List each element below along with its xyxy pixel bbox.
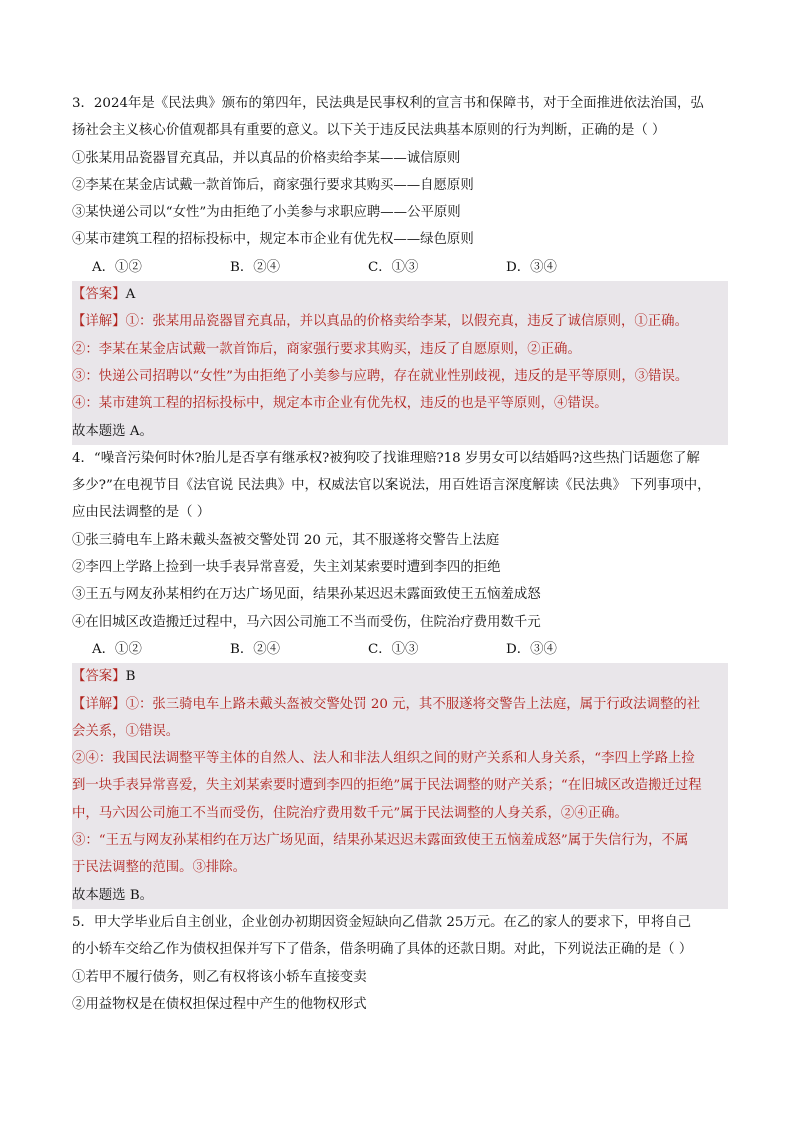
answer-value: A <box>125 287 136 303</box>
question-3-item-4: ④某市建筑工程的招标投标中，规定本市企业有优先权——绿色原则 <box>72 232 474 248</box>
question-3-options <box>72 254 724 281</box>
question-5-item-1: ①若甲不履行债务，则乙有权将该小轿车直接变卖 <box>72 969 367 985</box>
question-4-explain-3a: ③：“王五与网友孙某相约在万达广场见面，结果孙某迟迟未露面致使王五恼羞成怒”属于失信行为，不属 <box>72 833 689 849</box>
question-5 <box>72 909 724 1018</box>
document-page <box>72 90 724 1018</box>
question-3-answer <box>72 281 728 308</box>
question-3-conclusion: 故本题选 A。 <box>72 423 153 439</box>
question-4-explain-3b: 于民法调整的范围。③排除。 <box>72 860 247 876</box>
explain-label: 【详解】 <box>72 314 126 330</box>
question-4-explain-2b: 到一块手表异常喜爱，失主刘某索要时遭到李四的拒绝”属于民法调整的财产关系；“在旧城区改造搬迁过程 <box>72 778 702 794</box>
question-3-stem-line-1: 3．2024年是《民法典》颁布的第四年，民法典是民事权利的宣言书和保障书，对于全面推进依法治国，弘 <box>72 96 704 111</box>
question-4-options <box>72 636 724 663</box>
question-3-option-a: A．①② <box>92 259 142 275</box>
question-4-explain-1a <box>72 691 728 718</box>
question-5-stem-line-1: 5．甲大学毕业后自主创业，企业创办初期因资金短缺向乙借款 25万元。在乙的家人的要求下，甲将自己 <box>72 914 691 930</box>
question-4-answer-block <box>72 663 728 909</box>
question-5-stem-line-2: 的小轿车交给乙作为债权担保并写下了借条，借条明确了具体的还款日期。对此，下列说法正确的是（ ） <box>72 942 693 958</box>
explain-text: ①：张某用品瓷器冒充真品，并以真品的价格卖给李某，以假充真，违反了诚信原则，①正确。 <box>125 314 688 330</box>
explain-text: ①：张三骑电车上路未戴头盔被交警处罚 20 元，其不服遂将交警告上法庭，属于行政法调整的社 <box>125 696 701 712</box>
question-3 <box>72 90 724 445</box>
question-4-item-2: ②李四上学路上捡到一块手表异常喜爱，失主刘某索要时遭到李四的拒绝 <box>72 560 501 576</box>
question-3-item-1: ①张某用品瓷器冒充真品，并以真品的价格卖给李某——诚信原则 <box>72 150 461 166</box>
question-4-option-a: A．①② <box>92 641 142 657</box>
question-4-item-4: ④在旧城区改造搬迁过程中，马六因公司施工不当而受伤，住院治疗费用数千元 <box>72 614 541 630</box>
question-3-item-3: ③某快递公司以“女性”为由拒绝了小美参与求职应聘——公平原则 <box>72 205 461 221</box>
question-3-option-c: C．①③ <box>368 259 419 275</box>
question-3-explain-1 <box>72 308 728 335</box>
question-3-stem-line-2: 扬社会主义核心价值观都具有重要的意义。以下关于违反民法典基本原则的行为判断，正确的是（ ） <box>72 123 666 139</box>
question-4-stem-line-3: 应由民法调整的是（ ） <box>72 505 211 521</box>
question-4-explain-2c: 中，马六因公司施工不当而受伤，住院治疗费用数千元”属于民法调整的人身关系，②④正确。 <box>72 805 628 821</box>
question-3-answer-block <box>72 281 728 445</box>
question-4-stem-line-2: 多少?”在电视节目《法官说 民法典》中，权威法官以案说法，用百姓语言深度解读《民法典》 下列事项中， <box>72 478 711 494</box>
question-4-conclusion: 故本题选 B。 <box>72 887 154 903</box>
question-4-answer <box>72 663 728 690</box>
answer-label: 【答案】 <box>72 287 126 303</box>
question-4-stem-line-1: 4．“噪音污染何时休?胎儿是否享有继承权?被狗咬了找谁理赔?18 岁男女可以结婚吗?这些热门话题您了解 <box>72 450 700 466</box>
question-4-option-d: D．③④ <box>506 641 557 657</box>
question-4-explain-2a: ②④：我国民法调整平等主体的自然人、法人和非法人组织之间的财产关系和人身关系，“李四上学路上捡 <box>72 751 695 767</box>
question-3-option-b: B．②④ <box>230 259 281 275</box>
question-4-option-b: B．②④ <box>230 641 281 657</box>
question-5-item-2: ②用益物权是在债权担保过程中产生的他物权形式 <box>72 996 367 1012</box>
question-4-item-3: ③王五与网友孙某相约在万达广场见面，结果孙某迟迟未露面致使王五恼羞成怒 <box>72 587 541 603</box>
answer-label: 【答案】 <box>72 669 126 685</box>
question-3-explain-4: ④：某市建筑工程的招标投标中，规定本市企业有优先权，违反的也是平等原则，④错误。 <box>72 396 608 412</box>
question-3-option-d: D．③④ <box>506 259 557 275</box>
question-4-explain-1b: 会关系，①错误。 <box>72 723 180 739</box>
question-4 <box>72 445 724 909</box>
question-3-explain-3: ③：快递公司招聘以“女性”为由拒绝了小美参与应聘，存在就业性别歧视，违反的是平等原则，③错误。 <box>72 368 689 384</box>
answer-value: B <box>125 669 136 685</box>
question-4-option-c: C．①③ <box>368 641 419 657</box>
question-4-item-1: ①张三骑电车上路未戴头盔被交警处罚 20 元，其不服遂将交警告上法庭 <box>72 532 500 548</box>
explain-label: 【详解】 <box>72 696 126 712</box>
question-3-explain-2: ②：李某在某金店试戴一款首饰后，商家强行要求其购买，违反了自愿原则，②正确。 <box>72 341 581 357</box>
question-3-item-2: ②李某在某金店试戴一款首饰后，商家强行要求其购买——自愿原则 <box>72 177 474 193</box>
